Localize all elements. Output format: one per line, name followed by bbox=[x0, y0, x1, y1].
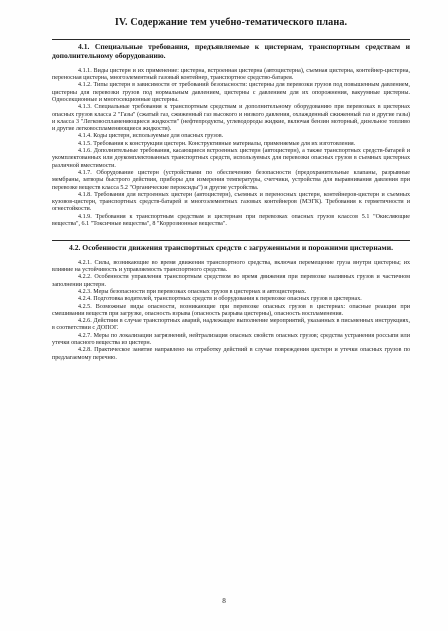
paragraph-4-2-4: 4.2.4. Подготовка водителей, транспортных средств и оборудования к перевозке опасных грузов в цистернах. bbox=[78, 296, 362, 303]
page-number: 8 bbox=[222, 597, 226, 605]
section-gap bbox=[52, 228, 410, 240]
paragraph-4-2-2: 4.2.2. Особенности управления транспортным средством во время движения при перевозке наливных грузов и частичном заполнении цистерн. bbox=[52, 274, 410, 288]
paragraph-4-1-2: 4.1.2. Типы цистерн в зависимости от требований безопасности: цистерны для перевозки грузов под повышенным давлением, цистерны для перевозки грузов под нормальным давлением, цистерны с давлением для их опорожнения, вакуумные цистерны. Односекционные и многосекционные цистерны. bbox=[52, 82, 410, 103]
paragraph-4-2-3: 4.2.3. Меры безопасности при перевозках опасных грузов в цистернах и автоцистернах. bbox=[78, 288, 307, 295]
paragraph-4-1-8: 4.1.8. Требования для встроенных цистерн (автоцистерн), съемных и переносных цистерн, контейнеров-цистерн и съемных кузовов-цистерн, транспортных средств-батарей и многоэлементных газовых контейнеров (МЭГК). Требования к герметичности и огнестойкости. bbox=[52, 191, 410, 213]
paragraph-4-1-1: 4.1.1. Виды цистерн и их применение: цистерна, встроенная цистерна (автоцистерна), съемная цистерна, контейнер-цистерна, переносная цистерна, многоэлементный газовый контейнер, транспортное средство-батарея. bbox=[52, 67, 410, 82]
paragraph-4-1-3: 4.1.3. Специальные требования к транспортным средствам и дополнительному оборудованию при перевозках в цистернах опасных грузов класса 2 "Газы" (сжатый газ, сжиженный газ высокого и низкого давления, охлажденный сжиженный газ и другие газы) и класса 3 "Легковоспламеняющиеся жидкости" (нефтепродукты, углеводороды жидкие, включая бензин моторный, дизельное топливо и другие легковоспламеняющиеся жидкости). bbox=[52, 104, 410, 133]
paragraph-4-1-5: 4.1.5. Требования к конструкции цистерн. Конструктивные материалы, применяемые для их изготовления. bbox=[78, 140, 356, 147]
page-title: IV. Содержание тем учебно-тематического плана. bbox=[114, 17, 348, 28]
section-heading: 4.1. Специальные требования, предъявляемые к цистернам, транспортным средствам и дополнительному оборудованию. bbox=[52, 42, 410, 61]
section-4-1 bbox=[52, 39, 410, 228]
paragraph-4-2-8: 4.2.8. Практическое занятие направлено на отработку действий в случае повреждения цистерн и утечки опасных грузов по предлагаемому перечню. bbox=[52, 347, 410, 361]
paragraph-4-1-4: 4.1.4. Коды цистерн, используемые для опасных грузов. bbox=[78, 133, 224, 140]
paragraph-4-2-1: 4.2.1. Силы, возникающие во время движения транспортного средства, включая перемещение груза внутри цистерны; их влияние на устойчивость и управляемость транспортного средства. bbox=[52, 259, 410, 274]
paragraph-4-1-9: 4.1.9. Требования к транспортным средствам и цистернам при перевозках опасных грузов классов 5.1 "Окисляющие вещества", 6.1 "Токсичные вещества", 8 "Коррозионные вещества". bbox=[52, 213, 410, 228]
section-heading: 4.2. Особенности движения транспортных средств с загруженными и порожними цистернами. bbox=[69, 243, 393, 253]
paragraph-4-1-6: 4.1.6. Дополнительные требования, касающиеся встроенных цистерн (автоцистерн), а также транспортных средств-батарей и укомплектованных или доукомплектованных транспортных средств, используемых для перевозки опасных грузов в съемных цистернах различной вместимости. bbox=[52, 148, 410, 169]
paragraph-4-2-5: 4.2.5. Возможные виды опасности, возникающие при перевозке опасных грузов в цистернах: опасные реакции при смешивании веществ при загрузке, опасность взрыва (опасность разрыва цистерны), опасность воспламенения. bbox=[52, 303, 410, 317]
paragraph-4-2-6: 4.2.6. Действия в случае транспортных аварий, надлежащее выполнение мероприятий, указанных в письменных инструкциях, в соответствии с ДОПОГ. bbox=[52, 318, 410, 332]
paragraph-4-1-7: 4.1.7. Оборудование цистерн (устройствами по обеспечению безопасности (предохранительные клапаны, разрывные мембраны, затворы быстрого действия, приборы для измерения температуры, счетчики, устройства для выравнивания давления при перевозке веществ класса 5.2 "Органические пероксиды") и другие устройства. bbox=[52, 169, 410, 191]
section-4-2 bbox=[52, 240, 410, 362]
paragraph-4-2-7: 4.2.7. Меры по локализации загрязнений, нейтрализация опасных свойств опасных грузов; средства устранения россыпи или утечки опасного вещества из цистерн. bbox=[52, 332, 410, 347]
